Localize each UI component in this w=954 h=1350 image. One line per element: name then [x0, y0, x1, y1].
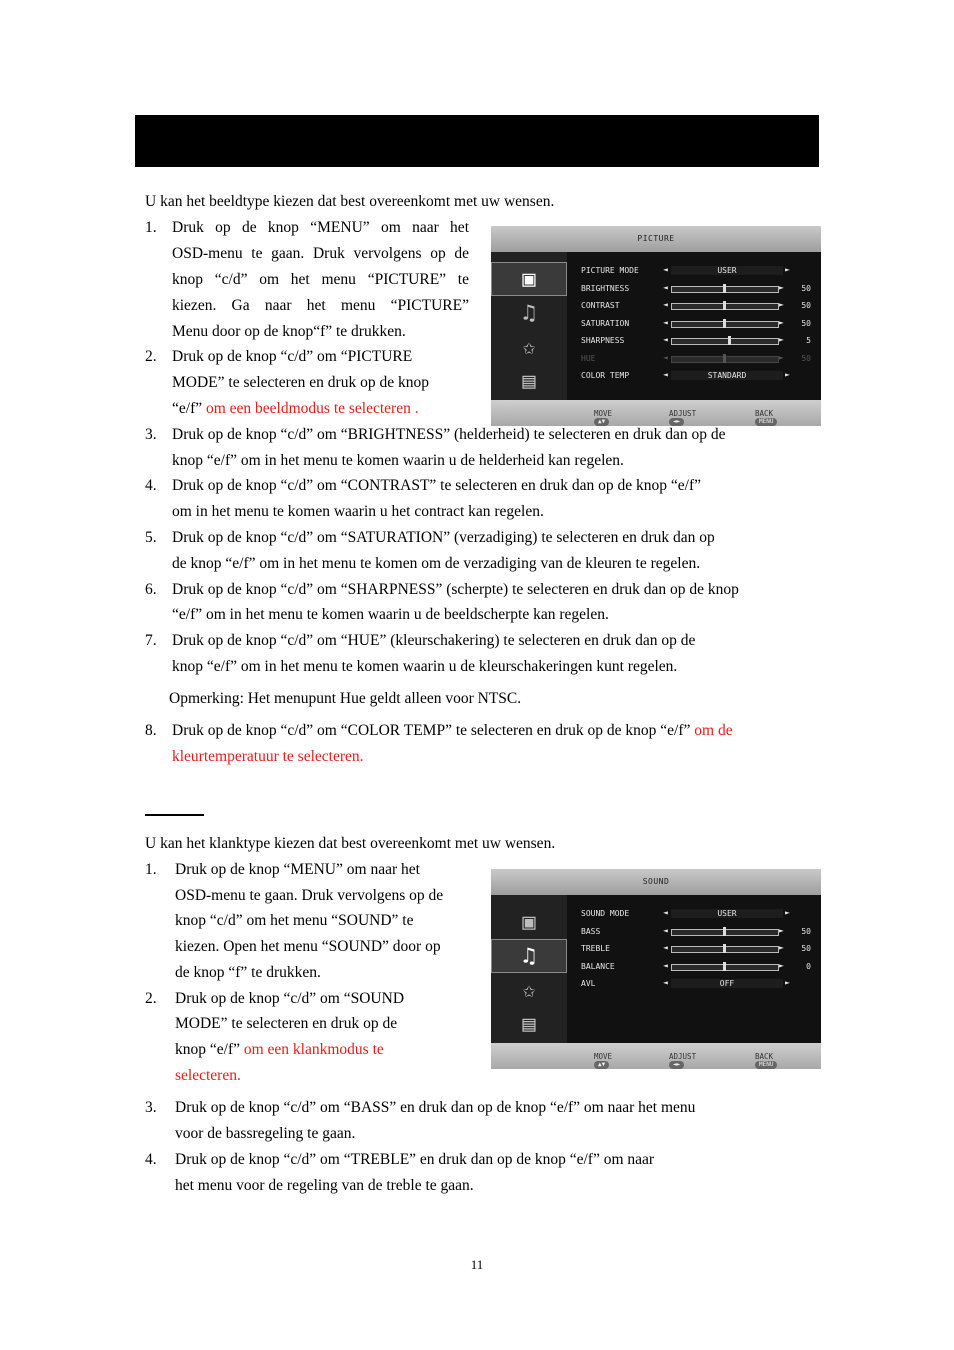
- osd-slider: [671, 321, 779, 328]
- osd-slider: [671, 303, 779, 310]
- sound-item-2-line1: Druk op de knop “c/d” om “SOUND: [175, 990, 405, 1007]
- arrow-left-icon: ◄: [663, 925, 668, 935]
- adjust-key-icon: ◄►: [669, 418, 684, 426]
- osd-row: [567, 317, 821, 331]
- osd-row: [567, 925, 821, 939]
- sound-item-2-line3: [175, 1037, 384, 1063]
- osd-row: [567, 299, 821, 313]
- satellite-dish-icon: ✩: [522, 977, 536, 1003]
- picture-item-6-num: 6.: [145, 581, 157, 598]
- osd-slider-knob: [723, 354, 726, 363]
- osd-slider: [671, 964, 779, 971]
- arrow-left-icon: ◄: [663, 943, 668, 952]
- music-note-icon: ♫: [522, 300, 536, 326]
- picture-item-3-line2: knop “e/f” om in het menu te komen waarin u de helderheid kan regelen.: [172, 452, 624, 469]
- adjust-label: ADJUST: [669, 1052, 697, 1061]
- osd-row-label: AVL: [581, 979, 596, 988]
- sound-item-1-line2: OSD-menu te gaan. Druk vervolgens op de: [175, 887, 444, 904]
- picture-item-2-line1: Druk op de knop “c/d” om “PICTURE: [172, 348, 413, 365]
- picture-item-8-line2: kleurtemperatuur te selecteren.: [172, 748, 364, 765]
- picture-item-1-line1: Druk op de knop “MENU” om naar het: [172, 219, 469, 236]
- music-note-icon: ♫: [491, 939, 567, 973]
- back-label: BACK: [755, 409, 774, 418]
- osd-row: [567, 334, 821, 348]
- picture-intro: U kan het beeldtype kiezen dat best overeenkomt met uw wensen.: [145, 193, 555, 210]
- osd-slider: [671, 929, 779, 936]
- picture-item-6-line2: “e/f” om in het menu te komen waarin u de beeldscherpte kan regelen.: [172, 606, 609, 623]
- osd-row-number: 50: [801, 283, 811, 293]
- picture-item-8-num: 8.: [145, 722, 157, 739]
- arrow-left-icon: ◄: [663, 300, 668, 309]
- osd-row: [567, 942, 821, 956]
- osd-slider: [671, 338, 779, 345]
- sound-item-2-num: 2.: [145, 990, 157, 1007]
- arrow-right-icon: ►: [779, 335, 784, 344]
- picture-item-7-line2: knop “e/f” om in het menu te komen waarin u de kleurschakeringen kunt regelen.: [172, 658, 678, 675]
- osd-row: [567, 977, 821, 991]
- picture-item-2-line2: MODE” te selecteren en druk op de knop: [172, 374, 429, 391]
- sound-osd-sidebar: [491, 895, 567, 1043]
- osd-row-label: BRIGHTNESS: [581, 283, 630, 293]
- sound-item-2-line4: selecteren.: [175, 1067, 241, 1084]
- back-label: BACK: [755, 1052, 774, 1061]
- sound-item-4-num: 4.: [145, 1151, 157, 1168]
- osd-row: [567, 352, 821, 366]
- arrow-right-icon: ►: [785, 265, 790, 274]
- osd-row-label: BASS: [581, 926, 601, 936]
- arrow-left-icon: ◄: [663, 282, 668, 292]
- tv-icon: ▤: [522, 368, 536, 394]
- osd-slider-knob: [723, 944, 726, 953]
- arrow-right-icon: ►: [785, 370, 790, 379]
- arrow-right-icon: ►: [779, 943, 784, 952]
- osd-row-value: USER: [671, 266, 783, 275]
- hue-note: Opmerking: Het menupunt Hue geldt alleen voor NTSC.: [169, 690, 522, 707]
- arrow-right-icon: ►: [779, 925, 784, 935]
- arrow-left-icon: ◄: [663, 352, 668, 362]
- osd-slider-knob: [723, 927, 726, 936]
- sound-osd-screenshot: [491, 869, 821, 1069]
- picture-item-8-red-text: om de: [694, 722, 733, 739]
- picture-item-2-keys: “e/f”: [172, 400, 203, 417]
- picture-icon: ▣: [522, 909, 536, 935]
- osd-slider-knob: [723, 301, 726, 310]
- sound-item-2-line2: MODE” te selecteren en druk op de: [175, 1015, 398, 1032]
- sound-heading-underline: [145, 814, 204, 816]
- picture-item-1-num: 1.: [145, 219, 157, 236]
- picture-item-1-line5: Menu door op de knop“f” te drukken.: [172, 323, 406, 340]
- picture-item-5-line1: Druk op de knop “c/d” om “SATURATION” (verzadiging) te selecteren en druk dan op: [172, 529, 715, 546]
- arrow-right-icon: ►: [785, 908, 790, 917]
- arrow-right-icon: ►: [779, 282, 784, 292]
- picture-item-1-line4: kiezen. Ga naar het menu “PICTURE”: [172, 297, 469, 314]
- sound-item-4-line1: Druk op de knop “c/d” om “TREBLE” en druk dan op de knop “e/f” om naar: [175, 1151, 655, 1168]
- osd-row-label: PICTURE MODE: [581, 266, 639, 275]
- picture-item-1-line2: OSD-menu te gaan. Druk vervolgens op de: [172, 245, 469, 262]
- osd-slider: [671, 356, 779, 363]
- picture-item-2-num: 2.: [145, 348, 157, 365]
- satellite-dish-icon: ✩: [522, 334, 536, 360]
- picture-osd-screenshot: [491, 226, 821, 426]
- osd-row-value: USER: [671, 909, 783, 918]
- osd-row-number: 50: [801, 318, 811, 328]
- picture-osd-sidebar: [491, 252, 567, 400]
- osd-row-number: 50: [801, 926, 811, 936]
- arrow-left-icon: ◄: [663, 978, 668, 987]
- osd-row-label: BALANCE: [581, 961, 615, 971]
- osd-row-number: 5: [806, 336, 811, 345]
- arrow-left-icon: ◄: [663, 335, 668, 344]
- arrow-left-icon: ◄: [663, 265, 668, 274]
- osd-row-number: 50: [801, 353, 811, 363]
- picture-item-7-line1: Druk op de knop “c/d” om “HUE” (kleurschakering) te selecteren en druk dan op de: [172, 632, 696, 649]
- osd-row-label: SATURATION: [581, 318, 630, 328]
- picture-item-1-line3: knop “c/d” om het menu “PICTURE” te: [172, 271, 469, 288]
- sound-item-4-line2: het menu voor de regeling van de treble te gaan.: [175, 1177, 474, 1194]
- osd-row-value: STANDARD: [671, 371, 783, 380]
- arrow-right-icon: ►: [779, 300, 784, 309]
- picture-item-6-line1: Druk op de knop “c/d” om “SHARPNESS” (scherpte) te selecteren en druk dan op de knop: [172, 581, 739, 598]
- move-label: MOVE: [594, 409, 613, 418]
- picture-icon: ▣: [491, 262, 567, 296]
- sound-item-1-line5: de knop “f” te drukken.: [175, 964, 321, 981]
- sound-item-1-line3: knop “c/d” om het menu “SOUND” te: [175, 912, 414, 929]
- arrow-right-icon: ►: [779, 352, 784, 362]
- sound-osd-rows: [567, 895, 821, 1043]
- tv-icon: ▤: [522, 1011, 536, 1037]
- osd-row-label: SOUND MODE: [581, 909, 630, 918]
- picture-item-7-num: 7.: [145, 632, 157, 649]
- osd-row: [567, 907, 821, 921]
- sound-item-1-line4: kiezen. Open het menu “SOUND” door op: [175, 938, 441, 955]
- move-key-icon: ▲▼: [594, 1061, 609, 1069]
- osd-row-label: SHARPNESS: [581, 336, 625, 345]
- picture-osd-rows: [567, 252, 821, 400]
- arrow-left-icon: ◄: [663, 370, 668, 379]
- sound-item-1-num: 1.: [145, 861, 157, 878]
- arrow-right-icon: ►: [785, 978, 790, 987]
- osd-row-number: 0: [806, 961, 811, 971]
- picture-item-5-line2: de knop “e/f” om in het menu te komen om de verzadiging van de kleuren te regelen.: [172, 555, 701, 572]
- picture-osd-title: PICTURE: [491, 226, 821, 252]
- menu-key-icon: MENU: [755, 1061, 777, 1069]
- osd-slider: [671, 946, 779, 953]
- osd-row-label: COLOR TEMP: [581, 371, 630, 380]
- arrow-left-icon: ◄: [663, 317, 668, 327]
- arrow-left-icon: ◄: [663, 908, 668, 917]
- osd-row: [567, 282, 821, 296]
- move-key-icon: ▲▼: [594, 418, 609, 426]
- osd-row-value: OFF: [671, 979, 783, 988]
- sound-item-2-keys: knop “e/f”: [175, 1041, 240, 1058]
- picture-item-5-num: 5.: [145, 529, 157, 546]
- move-label: MOVE: [594, 1052, 613, 1061]
- osd-row-number: 50: [801, 301, 811, 310]
- picture-item-3-num: 3.: [145, 426, 157, 443]
- adjust-label: ADJUST: [669, 409, 697, 418]
- arrow-right-icon: ►: [779, 960, 784, 970]
- osd-slider: [671, 286, 779, 293]
- sound-item-1-line1: Druk op de knop “MENU” om naar het: [175, 861, 420, 878]
- osd-row: [567, 369, 821, 383]
- picture-item-8-black-text: Druk op de knop “c/d” om “COLOR TEMP” te selecteren en druk op de knop “e/f”: [172, 722, 691, 739]
- menu-key-icon: MENU: [755, 418, 777, 426]
- sound-item-3-line1: Druk op de knop “c/d” om “BASS” en druk dan op de knop “e/f” om naar het menu: [175, 1099, 696, 1116]
- picture-osd-footer: [491, 400, 821, 426]
- picture-item-4-line1: Druk op de knop “c/d” om “CONTRAST” te selecteren en druk dan op de knop “e/f”: [172, 477, 701, 494]
- section-header-bar: [135, 115, 819, 167]
- sound-osd-title: SOUND: [491, 869, 821, 895]
- adjust-key-icon: ◄►: [669, 1061, 684, 1069]
- picture-item-8-line1: [172, 718, 733, 744]
- sound-intro: U kan het klanktype kiezen dat best overeenkomt met uw wensen.: [145, 835, 556, 852]
- osd-row: [567, 264, 821, 278]
- osd-row: [567, 960, 821, 974]
- picture-item-4-line2: om in het menu te komen waarin u het contract kan regelen.: [172, 503, 544, 520]
- picture-item-3-line1: Druk op de knop “c/d” om “BRIGHTNESS” (helderheid) te selecteren en druk dan op de: [172, 426, 726, 443]
- arrow-right-icon: ►: [779, 317, 784, 327]
- page-number: 11: [470, 1257, 484, 1272]
- osd-slider-knob: [723, 962, 726, 971]
- picture-item-4-num: 4.: [145, 477, 157, 494]
- osd-slider-knob: [728, 336, 731, 345]
- sound-osd-footer: [491, 1043, 821, 1069]
- osd-row-label: CONTRAST: [581, 301, 620, 310]
- osd-row-label: TREBLE: [581, 944, 610, 953]
- osd-slider-knob: [723, 319, 726, 328]
- osd-row-label: HUE: [581, 353, 596, 363]
- osd-slider-knob: [723, 284, 726, 293]
- arrow-left-icon: ◄: [663, 960, 668, 970]
- sound-item-2-red-text: om een klankmodus te: [243, 1041, 384, 1058]
- sound-item-3-line2: voor de bassregeling te gaan.: [175, 1125, 356, 1142]
- osd-row-number: 50: [801, 944, 811, 953]
- picture-item-2-line3: [172, 396, 419, 422]
- sound-item-3-num: 3.: [145, 1099, 157, 1116]
- picture-item-2-red-text: om een beeldmodus te selecteren .: [205, 400, 419, 417]
